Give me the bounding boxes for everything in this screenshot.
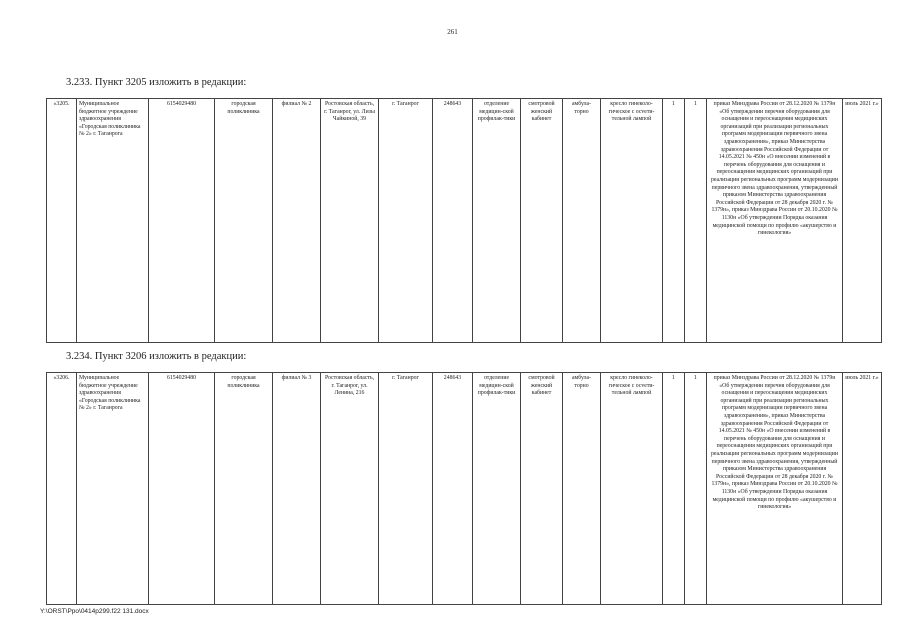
- cell-equipment: кресло гинеколо-гическое с осveти-тельной лампой: [601, 99, 663, 343]
- cell-facility-type: городская поликлиника: [215, 373, 273, 605]
- cell-city: г. Таганрог: [379, 99, 433, 343]
- cell-care-mode: амбула-торно: [563, 99, 601, 343]
- cell-inn: 6154029480: [149, 373, 215, 605]
- table-row: [47, 373, 882, 605]
- cell-facility-type: городская поликлиника: [215, 99, 273, 343]
- cell-care-mode: амбула-торно: [563, 373, 601, 605]
- cell-address: Ростовская область, г. Таганрог, ул. Лизы Чайкиной, 39: [321, 99, 379, 343]
- cell-date: июль 2021 г.»: [843, 99, 882, 343]
- cell-address: Ростовская область, г. Таганрог, ул. Ленина, 216: [321, 373, 379, 605]
- cell-date: июль 2021 г.»: [843, 373, 882, 605]
- cell-num: «3206.: [47, 373, 77, 605]
- cell-room: смотровой женский кабинет: [521, 373, 563, 605]
- cell-organization: Муниципальное бюджетное учреждение здравоохранения «Городская поликлиника № 2» г. Таганрога: [77, 373, 149, 605]
- cell-branch: филиал № 2: [273, 99, 321, 343]
- amendment-table-3206: [46, 372, 882, 605]
- section-heading-3234: 3.234. Пункт 3206 изложить в редакции:: [66, 351, 247, 362]
- cell-quantity-2: 1: [685, 373, 707, 605]
- cell-legal-basis: приказ Минздрава России от 28.12.2020 № 1379н «Об утверждении перечня оборудования для оснащения и переоснащения медицинских организаций при реализации региональных программ модернизации первичного звена здравоохранения», приказ Министерства здравоохранения Российской Федерации от 14.05.2021 № 450н «О внесении изменений в перечень оборудования для оснащения и переоснащения медицинских организаций при реализации региональных программ модернизации первичного звена здравоохранения, утвержденный приказом Министерства здравоохранения Российской Федерации от 28 декабря 2020 г. № 1379н», приказ Минздрава России от 20.10.2020 № 1130н «Об утверждении Порядка оказания медицинской помощи по профилю «акушерство и гинекология»: [707, 99, 843, 343]
- cell-city: г. Таганрог: [379, 373, 433, 605]
- section-heading-3233: 3.233. Пункт 3205 изложить в редакции:: [66, 77, 247, 88]
- cell-num: «3205.: [47, 99, 77, 343]
- cell-legal-basis: приказ Минздрава России от 28.12.2020 № 1379н «Об утверждении перечня оборудования для оснащения и переоснащения медицинских организаций при реализации региональных программ модернизации первичного звена здравоохранения», приказ Министерства здравоохранения Российской Федерации от 14.05.2021 № 450н «О внесении изменений в перечень оборудования для оснащения и переоснащения медицинских организаций при реализации региональных программ модернизации первичного звена здравоохранения, утвержденный приказом Министерства здравоохранения Российской Федерации от 28 декабря 2020 г. № 1379н», приказ Минздрава России от 20.10.2020 № 1130н «Об утверждении Порядка оказания медицинской помощи по профилю «акушерство и гинекология»: [707, 373, 843, 605]
- cell-code: 248643: [433, 99, 473, 343]
- table-row: [47, 99, 882, 343]
- file-path-footer: Y:\ORST\Ppo\0414p299.f22 131.docx: [40, 608, 149, 615]
- cell-organization: Муниципальное бюджетное учреждение здравоохранения «Городская поликлиника № 2» г. Таганрога: [77, 99, 149, 343]
- cell-quantity-1: 1: [663, 373, 685, 605]
- cell-branch: филиал № 3: [273, 373, 321, 605]
- cell-department: отделение медицин-ской профилак-тики: [473, 99, 521, 343]
- page-number: 261: [447, 28, 458, 36]
- cell-quantity-1: 1: [663, 99, 685, 343]
- cell-department: отделение медицин-ской профилак-тики: [473, 373, 521, 605]
- cell-code: 248643: [433, 373, 473, 605]
- amendment-table-3205: [46, 98, 882, 343]
- cell-inn: 6154029480: [149, 99, 215, 343]
- cell-room: смотровой женский кабинет: [521, 99, 563, 343]
- cell-equipment: кресло гинеколо-гическое с осveти-тельной лампой: [601, 373, 663, 605]
- cell-quantity-2: 1: [685, 99, 707, 343]
